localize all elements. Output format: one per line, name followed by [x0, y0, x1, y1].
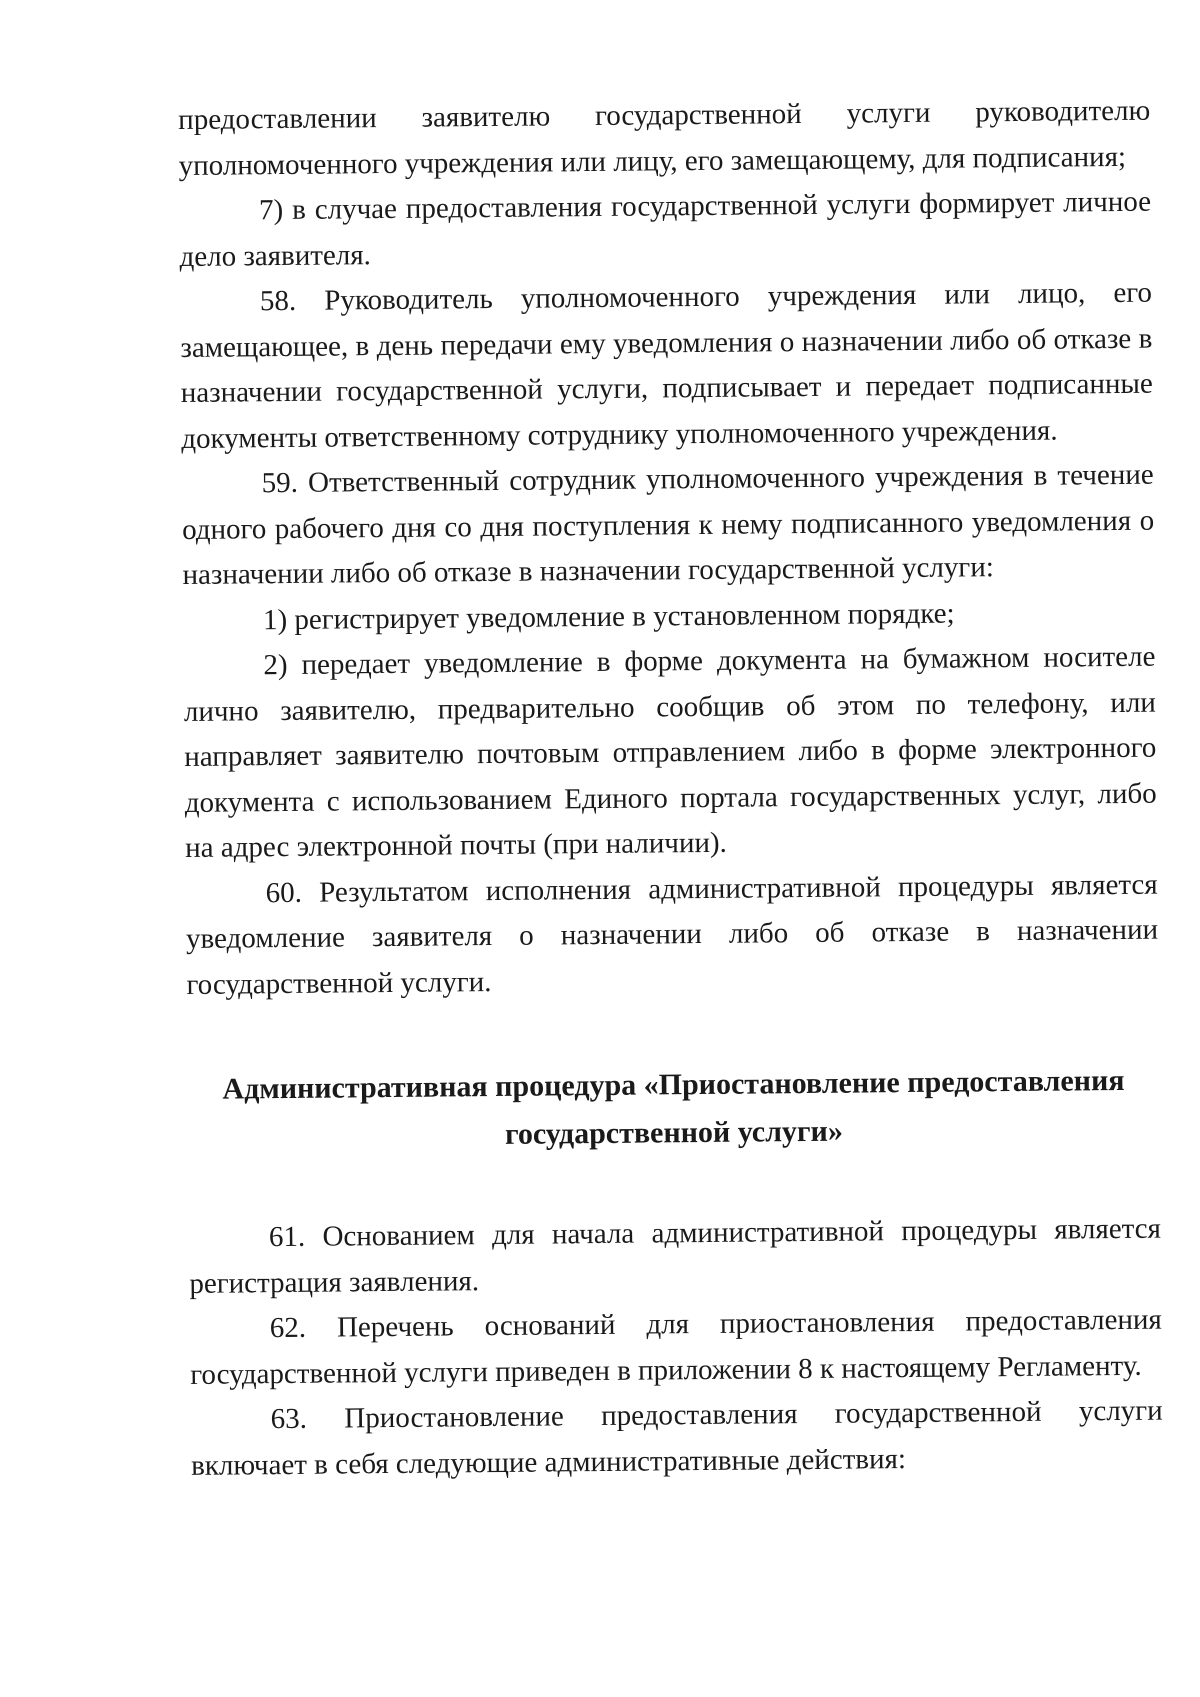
paragraph-63: 63. Приостановление предоставления государственной услуги включает в себя следующие административные действия: — [190, 1394, 1163, 1482]
paragraph-58: 58. Руководитель уполномоченного учреждения или лицо, его замещающее, в день передачи ему уведомления о назначении либо об отказе в назначении государственной услуги, подписывает и передает подписанные документы ответственному сотруднику уполномоченного учреждения. — [180, 276, 1153, 455]
paragraph-59-item-1: 1) регистрирует уведомление в установленном порядке; — [262, 597, 955, 636]
document-body — [178, 89, 1163, 1489]
paragraph-continuation: предоставлении заявителю государственной услуги руководителю уполномоченного учреждения или лицу, его замещающему, для подписания; — [178, 94, 1151, 182]
section-heading: Административная процедура «Приостановление предоставления государственной услуги» — [222, 1063, 1125, 1151]
paragraph-60: 60. Результатом исполнения административной процедуры является уведомление заявителя о назначении либо об отказе в назначении государственной услуги. — [185, 868, 1159, 1001]
paragraph-62: 62. Перечень оснований для приостановления предоставления государственной услуги приведен в приложении 8 к настоящему Регламенту. — [190, 1303, 1162, 1391]
paragraph-59-item-2: 2) передает уведомление в форме документа на бумажном носителе лично заявителю, предварительно сообщив об этом по телефону, или направляет заявителю почтовым отправлением либо в форме электронного документа с использованием Единого портала государственных услуг, либо на адрес электронной почты (при наличии). — [183, 640, 1157, 864]
paragraph-61: 61. Основанием для начала административной процедуры является регистрация заявления. — [189, 1212, 1162, 1300]
paragraph-59: 59. Ответственный сотрудник уполномоченного учреждения в течение одного рабочего дня со дня поступления к нему подписанного уведомления о назначении либо об отказе в назначении государственной услуги: — [181, 458, 1155, 591]
paragraph-item-7: 7) в случае предоставления государственной услуги формирует личное дело заявителя. — [179, 185, 1152, 273]
